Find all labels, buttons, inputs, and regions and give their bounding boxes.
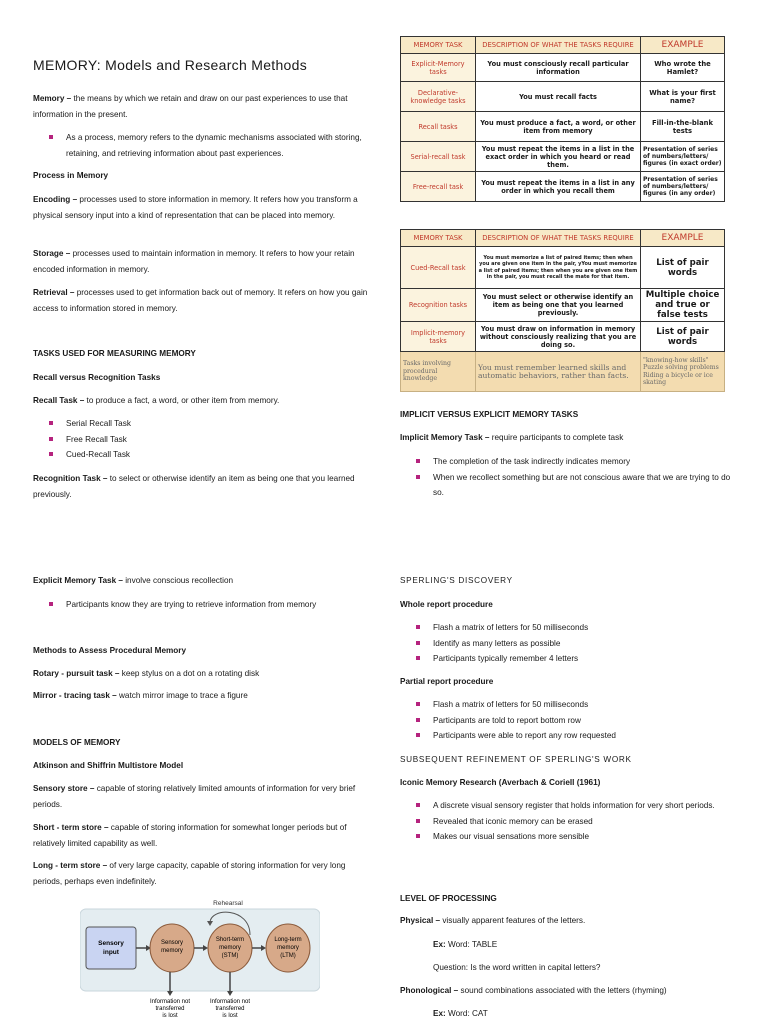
recall-paragraph [33,393,369,409]
table-row: Explicit-Memory tasks You must consciously recall particular information Who wrote the Hamlet? [401,54,725,82]
list-item: Participants were able to report any row requested [400,728,740,744]
table-row: Recognition tasks You must select or otherwise identify an item as being one that you learned previously. Multiple choice and true or false tests [401,289,725,322]
multistore-diagram [80,897,320,1023]
short-term-paragraph [33,820,369,851]
list-item: Cued-Recall Task [33,447,369,463]
def-storage: processes used to maintain information in memory. It refers to how your retain encoded information in memory. [33,249,355,274]
partial-bullet-list [400,697,740,744]
sensory-memory-label: Sensory [160,940,184,946]
def-phonological: sound combinations associated with the letters (rhyming) [458,986,667,995]
stm-label-3: (STM) [221,953,239,959]
list-item: Revealed that iconic memory can be erased [400,814,740,830]
def-recognition: to select or otherwise identify an item as being one that you learned previously. [33,474,355,499]
implicit-bullet-list [400,454,740,501]
stm-label: Short-term [215,937,245,943]
table-row: Declarative-knowledge tasks You must recall facts What is your first name? [401,82,725,112]
heading-implicit: IMPLICIT VERSUS EXPLICIT MEMORY TASKS [400,410,579,419]
term-short: Short - term store – [33,823,109,832]
recall-bullet-list [33,416,369,463]
table-header-row [401,230,725,247]
list-item: A discrete visual sensory register that holds information for very short periods. [400,798,740,814]
memory-definition [33,91,369,122]
def-sensory: capable of storing relatively limited amounts of information for very brief periods. [33,784,356,809]
def-short: capable of storing information for somewhat longer periods but of relatively limited capability as well. [33,823,347,848]
svg-text:is lost: is lost [222,1013,238,1019]
heading-level-processing: LEVEL OF PROCESSING [400,894,497,903]
term-recall: Recall Task – [33,396,85,405]
implicit-paragraph [400,430,740,446]
heading-process: Process in Memory [33,171,109,180]
term-retrieval: Retrieval – [33,288,75,297]
svg-text:transferred: transferred [215,1006,245,1012]
term-encoding: Encoding – [33,195,78,204]
example-word-cat: Word: CAT [445,1009,488,1018]
list-item: Makes our visual sensations more sensible [400,829,740,845]
heading-procedural: Methods to Assess Procedural Memory [33,646,187,655]
def-explicit: involve conscious recollection [122,576,234,585]
term-mirror: Mirror - tracing task – [33,691,117,700]
table-row: Recall tasks You must produce a fact, a word, or other item from memory Fill-in-the-blank tests [401,112,725,142]
list-item: When we recollect something but are not conscious aware that we are trying to do so. [400,470,740,501]
long-term-paragraph [33,858,369,889]
ltm-label: Long-term [274,937,302,943]
term-memory: Memory – [33,94,72,103]
def-recall: to produce a fact, a word, or other item from memory. [84,396,280,405]
rotary-paragraph [33,666,369,682]
term-explicit: Explicit Memory Task – [33,576,123,585]
heading-sperling: SPERLING'S DISCOVERY [400,576,513,585]
def-implicit: require participants to complete task [489,433,624,442]
document-title: MEMORY: Models and Research Methods [33,57,308,73]
heading-tasks: TASKS USED FOR MEASURING MEMORY [33,349,196,358]
physical-question: Question: Is the word written in capital letters? [433,963,601,972]
def-encoding: processes used to store information in memory. It refers how you transform a physical sensory input into a kind of representation that can be placed into memory. [33,195,358,220]
phonological-paragraph [400,983,740,999]
term-sensory: Sensory store – [33,784,95,793]
term-phonological: Phonological – [400,986,459,995]
list-item: Flash a matrix of letters for 50 milliseconds [400,620,740,636]
table-row: Serial-recall task You must repeat the items in a list in the exact order in which you heard or read them. Presentation of series of numbers/letters/ figures (in exact order) [401,142,725,172]
heading-refinement: SUBSEQUENT REFINEMENT OF SPERLING'S WORK [400,755,632,764]
list-item: Participants are told to report bottom row [400,713,740,729]
list-item: Participants know they are trying to retrieve information from memory [33,597,369,613]
list-item: Flash a matrix of letters for 50 milliseconds [400,697,740,713]
iconic-bullet-list [400,798,740,845]
def-long: of very large capacity, capable of storing information for very long periods, perhaps even indefinitely. [33,861,346,886]
sensory-input-label: Sensory [98,940,124,947]
heading-models: MODELS OF MEMORY [33,738,121,747]
def-rotary: keep stylus on a dot on a rotating disk [119,669,260,678]
def-mirror: watch mirror image to trace a figure [116,691,248,700]
mirror-paragraph [33,688,369,704]
physical-example [433,937,733,953]
stm-label-2: memory [219,945,241,951]
sensory-paragraph [33,781,369,812]
term-rotary: Rotary - pursuit task – [33,669,120,678]
table-header-cell: MEMORY TASK [401,230,476,247]
table-row: Tasks involving procedural knowledge You must remember learned skills and automatic behaviors, rather than facts. "knowing-how skills" Puzzle solving problems Riding a bicycle or ice skating [401,352,725,392]
phonological-example [433,1006,733,1022]
multistore-diagram-svg [80,897,320,1023]
list-item: Participants typically remember 4 letters [400,651,740,667]
table-header-cell: EXAMPLE [641,37,725,54]
table-row: Free-recall task You must repeat the items in a list in any order in which you recall them Presentation of series of numbers/letters/ figures (in any order) [401,172,725,202]
memory-bullet-list [33,130,369,161]
def-memory: the means by which we retain and draw on our past experiences to use that information in the present. [33,94,348,119]
term-recognition: Recognition Task – [33,474,108,483]
heading-iconic: Iconic Memory Research (Averbach & Coriell (1961) [400,778,601,787]
term-long: Long - term store – [33,861,108,870]
svg-text:is lost: is lost [162,1013,178,1019]
def-retrieval: processes used to get information back out of memory. It refers on how you gain access to information stored in memory. [33,288,368,313]
physical-paragraph [400,913,740,929]
encoding-paragraph [33,192,369,223]
svg-text:transferred: transferred [155,1006,185,1012]
lost-label-2: Information not [209,999,251,1005]
storage-paragraph [33,246,369,277]
term-implicit: Implicit Memory Task – [400,433,490,442]
def-physical: visually apparent features of the letters. [440,916,586,925]
ltm-label-3: (LTM) [280,953,296,959]
recognition-paragraph [33,471,369,502]
list-item: Serial Recall Task [33,416,369,432]
example-word-table: Word: TABLE [445,940,498,949]
list-item: As a process, memory refers to the dynamic mechanisms associated with storing, retaining, and retrieving information about past experiences. [33,130,369,161]
heading-atkinson: Atkinson and Shiffrin Multistore Model [33,761,184,770]
sensory-memory-label-2: memory [161,948,183,954]
sensory-input-label-2: input [103,949,119,956]
whole-bullet-list [400,620,740,667]
lost-label-1: Information not [149,999,191,1005]
list-item: Free Recall Task [33,432,369,448]
table-header-cell: MEMORY TASK [401,37,476,54]
heading-partial-report: Partial report procedure [400,677,494,686]
term-storage: Storage – [33,249,71,258]
term-physical: Physical – [400,916,441,925]
example-label: Ex: [433,940,446,949]
table-header-row [401,37,725,54]
retrieval-paragraph [33,285,369,316]
table-header-cell: DESCRIPTION OF WHAT THE TASKS REQUIRE [476,37,641,54]
table-header-cell: DESCRIPTION OF WHAT THE TASKS REQUIRE [476,230,641,247]
list-item: Identify as many letters as possible [400,636,740,652]
explicit-paragraph [33,573,369,589]
table-header-cell: EXAMPLE [641,230,725,247]
heading-recall-vs: Recall versus Recognition Tasks [33,373,161,382]
table-row: Implicit-memory tasks You must draw on information in memory without consciously realizing that you are doing so. List of pair words [401,322,725,352]
explicit-bullet-list [33,597,369,613]
example-label: Ex: [433,1009,446,1018]
memory-task-table-2 [400,229,725,392]
heading-whole-report: Whole report procedure [400,600,493,609]
table-row: Cued-Recall task You must memorize a list of paired items; then when you are given one item in the pair, yYou must memorize a list of paired items; then when you are given one item in the pair, you must recall the mate for that item. List of pair words [401,247,725,289]
list-item: The completion of the task indirectly indicates memory [400,454,740,470]
memory-task-table-1 [400,36,725,202]
rehearsal-label: Rehearsal [213,900,243,907]
ltm-label-2: memory [277,945,299,951]
